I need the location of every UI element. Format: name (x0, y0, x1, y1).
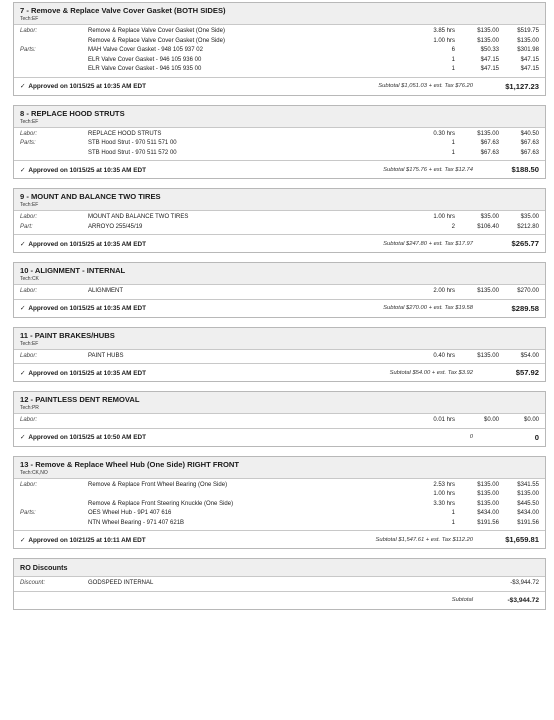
line-quantity: 1 (451, 56, 455, 63)
line-quantity: 6 (451, 47, 455, 53)
job-list (13, 2, 546, 549)
job-footer (14, 235, 545, 252)
approval-text: Approved on 10/15/25 at 10:35 AM EDT (28, 240, 147, 248)
job-tech: Tech:CK,NO (20, 469, 48, 476)
line-price: $135.00 (477, 352, 499, 359)
job-section (13, 2, 546, 96)
job-tech: Tech:PR (20, 405, 39, 411)
line-quantity: 1.00 hrs (433, 214, 455, 220)
job-tech: Tech:EF (20, 118, 39, 125)
line-price: $191.56 (477, 519, 499, 526)
line-item (20, 27, 539, 37)
line-quantity: 3.85 hrs (433, 28, 455, 34)
line-price: $135.00 (477, 481, 499, 488)
line-description: STB Hood Strut - 970 511 572 00 (88, 149, 177, 156)
job-title: 10 - ALIGNMENT - INTERNAL (20, 266, 126, 275)
approval-text: Approved on 10/15/25 at 10:50 AM EDT (28, 434, 147, 441)
line-description: GODSPEED INTERNAL (88, 580, 154, 586)
line-item (20, 490, 539, 500)
line-price: $135.00 (477, 28, 499, 34)
line-category: Parts: (20, 510, 36, 516)
line-price: $47.15 (480, 66, 499, 72)
job-title: 12 - PAINTLESS DENT REMOVAL (20, 395, 140, 404)
line-total: $35.00 (520, 214, 539, 220)
line-price: $50.33 (480, 47, 499, 53)
line-quantity: 1 (451, 519, 455, 526)
line-price: $434.00 (477, 510, 499, 516)
job-section (13, 105, 546, 180)
line-item (20, 149, 539, 159)
line-category: Parts: (20, 47, 36, 53)
job-grand-total: $1,127.23 (505, 81, 539, 91)
line-item (20, 352, 539, 362)
line-price: $135.00 (477, 500, 499, 507)
job-subtotal: Subtotal $1,051.03 + est. Tax $76.20 (378, 83, 473, 89)
job-header (14, 328, 545, 350)
ro-discounts-section (13, 558, 546, 610)
job-tech: Tech:EF (20, 202, 39, 208)
job-title: 11 - PAINT BRAKES/HUBS (20, 330, 115, 340)
line-item (20, 56, 539, 66)
job-grand-total: $57.92 (515, 368, 539, 377)
approval-status (20, 304, 383, 312)
line-quantity: 0.30 hrs (433, 130, 455, 137)
approval-status (20, 240, 383, 248)
line-price: $135.00 (477, 288, 499, 294)
line-quantity: 2 (451, 223, 455, 230)
line-quantity: 1 (451, 140, 455, 146)
job-section (13, 327, 546, 383)
approval-status (20, 433, 470, 441)
line-description: ALIGNMENT (88, 288, 124, 294)
line-price: $35.00 (480, 214, 499, 220)
job-footer (14, 161, 545, 178)
line-description: MOUNT AND BALANCE TWO TIRES (88, 214, 189, 220)
job-grand-total: $265.77 (511, 239, 539, 248)
check-icon: ✓ (20, 434, 26, 441)
line-quantity: 0.01 hrs (433, 417, 455, 423)
line-price: $135.00 (477, 130, 499, 137)
line-total: $67.63 (520, 149, 539, 156)
line-quantity: 3.30 hrs (433, 500, 455, 507)
line-total: $301.98 (517, 47, 539, 53)
job-section (13, 456, 546, 550)
line-item (20, 65, 539, 75)
job-lines (14, 414, 545, 427)
job-header (14, 457, 545, 479)
job-title: 7 - Remove & Replace Valve Cover Gasket (BOTH SIDES) (20, 6, 226, 15)
job-grand-total: $289.58 (511, 303, 539, 313)
line-total: $270.00 (517, 288, 539, 294)
line-item (20, 481, 539, 491)
line-category: Labor: (20, 288, 38, 294)
ro-discounts-body (14, 577, 545, 590)
job-title: 13 - Remove & Replace Wheel Hub (One Side) RIGHT FRONT (20, 459, 239, 469)
job-header (14, 106, 545, 128)
approval-status (20, 166, 383, 174)
line-total: $0.00 (523, 417, 539, 423)
line-category: Labor: (20, 28, 38, 34)
job-footer (14, 531, 545, 548)
job-footer (14, 364, 545, 381)
line-description: OES Wheel Hub - 9P1 407 616 (88, 510, 172, 516)
job-lines (14, 211, 545, 233)
ro-discounts-footer (14, 592, 545, 609)
job-section (13, 391, 546, 447)
ro-discounts-title: RO Discounts (20, 563, 68, 572)
job-header (14, 392, 545, 414)
job-lines (14, 350, 545, 363)
approval-status (20, 536, 376, 544)
line-quantity: 0.40 hrs (433, 352, 455, 359)
line-item (20, 519, 539, 529)
job-subtotal: 0 (469, 434, 473, 440)
job-lines (14, 25, 545, 76)
line-category: Labor: (20, 130, 38, 137)
line-price: $67.63 (480, 140, 499, 146)
line-quantity: 1 (451, 510, 455, 516)
line-price: $0.00 (483, 417, 499, 423)
job-section (13, 262, 546, 318)
approval-text: Approved on 10/15/25 at 10:35 AM EDT (28, 166, 147, 174)
line-item (20, 287, 539, 297)
line-description: ELR Valve Cover Gasket - 946 105 936 00 (88, 56, 202, 63)
line-category: Labor: (20, 352, 38, 359)
line-total: $519.75 (517, 28, 539, 34)
line-item (20, 500, 539, 510)
job-subtotal: Subtotal $175.76 + est. Tax $12.74 (383, 166, 473, 173)
line-description: Remove & Replace Valve Cover Gasket (One Side) (88, 28, 225, 34)
job-footer (14, 429, 545, 446)
job-footer (14, 78, 545, 95)
job-tech: Tech:CK (20, 276, 39, 282)
check-icon: ✓ (20, 83, 26, 90)
job-title: 8 - REPLACE HOOD STRUTS (20, 108, 125, 118)
job-lines (14, 285, 545, 298)
line-total: $212.80 (517, 223, 539, 230)
line-total: $67.63 (520, 140, 539, 146)
line-item (20, 139, 539, 149)
line-price: $135.00 (477, 37, 499, 44)
job-tech: Tech:EF (20, 16, 39, 22)
job-tech: Tech:EF (20, 340, 39, 347)
line-category: Labor: (20, 417, 38, 423)
line-price: $106.40 (477, 223, 499, 230)
job-subtotal: Subtotal $54.00 + est. Tax $3.92 (389, 369, 473, 376)
line-description: MAH Valve Cover Gasket - 948 105 937 02 (88, 47, 203, 53)
line-total: $434.00 (517, 510, 539, 516)
line-category: Labor: (20, 481, 38, 488)
line-total: $47.15 (520, 66, 539, 72)
job-grand-total: $1,659.81 (505, 535, 539, 544)
line-total: $341.55 (517, 481, 539, 488)
job-header (14, 3, 545, 25)
job-subtotal: Subtotal $1,547.61 + est. Tax $112.20 (375, 536, 473, 543)
job-lines (14, 479, 545, 530)
check-icon: ✓ (20, 166, 26, 174)
discount-line (20, 579, 539, 589)
line-price: $67.63 (480, 149, 499, 156)
line-description: Remove & Replace Valve Cover Gasket (One Side) (88, 37, 225, 44)
check-icon: ✓ (20, 305, 26, 312)
line-total: $445.50 (517, 500, 539, 507)
check-icon: ✓ (20, 536, 26, 544)
line-total: $47.15 (520, 56, 539, 63)
line-quantity: 1 (451, 66, 455, 72)
discount-grand-total: -$3,944.72 (507, 596, 539, 604)
line-description: REPLACE HOOD STRUTS (88, 130, 162, 137)
check-icon: ✓ (20, 240, 26, 248)
job-header (14, 189, 545, 211)
line-total: $40.50 (520, 130, 539, 137)
job-header (14, 263, 545, 285)
job-grand-total: 0 (534, 432, 539, 442)
line-item (20, 37, 539, 47)
job-lines (14, 128, 545, 160)
approval-text: Approved on 10/15/25 at 10:35 AM EDT (28, 369, 147, 377)
approval-text: Approved on 10/15/25 at 10:35 AM EDT (28, 83, 147, 90)
job-title: 9 - MOUNT AND BALANCE TWO TIRES (20, 192, 161, 201)
line-item (20, 223, 539, 233)
line-description: ELR Valve Cover Gasket - 946 105 935 00 (88, 66, 202, 72)
line-item (20, 213, 539, 223)
job-section (13, 188, 546, 253)
check-icon: ✓ (20, 369, 26, 377)
line-price: $135.00 (477, 491, 499, 497)
approval-text: Approved on 10/15/25 at 10:35 AM EDT (28, 305, 147, 312)
line-description: ARROYO 255/45/19 (88, 223, 143, 230)
job-subtotal: Subtotal $247.80 + est. Tax $17.97 (383, 240, 473, 247)
line-description: NTN Wheel Bearing - 971 407 621B (88, 519, 185, 526)
line-quantity: 1 (451, 149, 455, 156)
job-grand-total: $188.50 (511, 165, 539, 174)
line-item (20, 46, 539, 56)
line-category: Discount: (20, 580, 46, 586)
line-total: $54.00 (520, 352, 539, 359)
line-category: Parts: (20, 140, 36, 146)
line-description: Remove & Replace Front Steering Knuckle (One Side) (88, 500, 234, 507)
approval-text: Approved on 10/21/25 at 10:11 AM EDT (28, 536, 146, 544)
job-footer (14, 300, 545, 317)
line-price: $47.15 (480, 56, 499, 63)
approval-status (20, 82, 378, 90)
discount-subtotal-label: Subtotal (451, 597, 473, 603)
line-description: STB Hood Strut - 970 511 571 00 (88, 140, 177, 146)
line-item (20, 416, 539, 426)
line-quantity: 2.00 hrs (433, 288, 455, 294)
line-total: $135.00 (517, 37, 539, 44)
job-subtotal: Subtotal $270.00 + est. Tax $19.58 (383, 305, 473, 311)
approval-status (20, 369, 390, 377)
line-total: $191.56 (517, 519, 539, 526)
line-quantity: 1.00 hrs (433, 37, 455, 44)
line-quantity: 1.00 hrs (433, 491, 455, 497)
line-total: -$3,944.72 (510, 580, 539, 586)
repair-order-page (13, 2, 546, 619)
line-quantity: 2.53 hrs (433, 481, 455, 488)
line-item (20, 509, 539, 519)
line-description: PAINT HUBS (88, 352, 124, 359)
line-description: Remove & Replace Front Wheel Bearing (One Side) (88, 481, 228, 488)
ro-discounts-header (14, 559, 545, 577)
line-category: Labor: (20, 214, 38, 220)
line-category: Part: (20, 223, 33, 230)
line-total: $135.00 (517, 491, 539, 497)
line-item (20, 130, 539, 140)
